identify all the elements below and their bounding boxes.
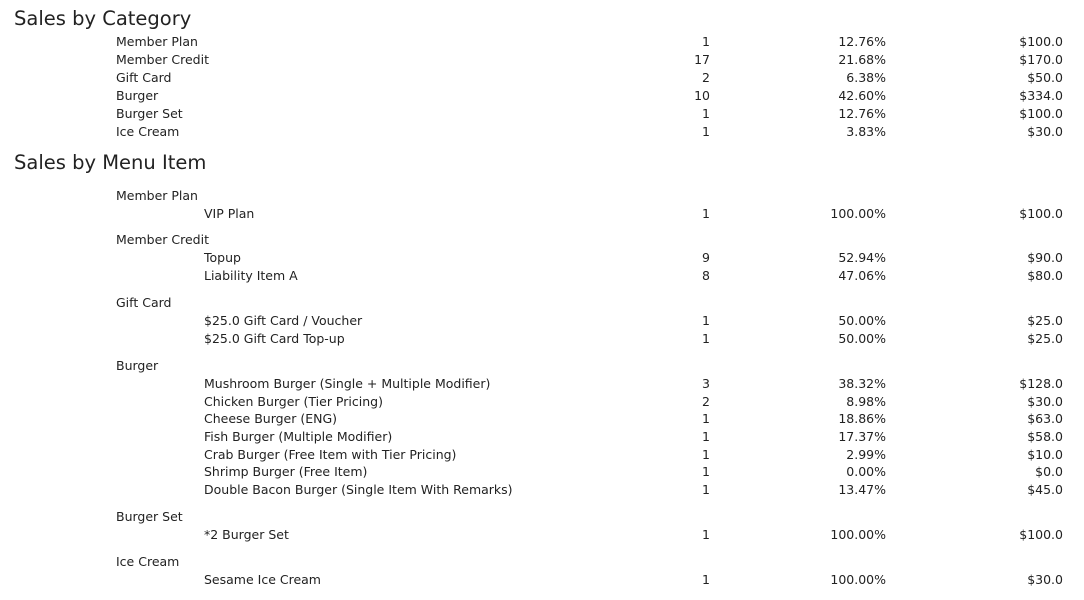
category-amount: $100.0: [1019, 34, 1063, 49]
menu-item-name: Mushroom Burger (Single + Multiple Modifier): [204, 376, 491, 391]
menu-group-name: Member Credit: [116, 232, 209, 247]
menu-item-name: Sesame Ice Cream: [204, 572, 321, 587]
category-pct: 12.76%: [838, 34, 886, 49]
category-amount: $170.0: [1019, 52, 1063, 67]
category-pct: 12.76%: [838, 106, 886, 121]
menu-item-amount: $0.0: [1035, 464, 1063, 479]
category-amount: $30.0: [1027, 124, 1063, 139]
menu-item-name: *2 Burger Set: [204, 527, 289, 542]
menu-item-qty: 1: [702, 447, 710, 462]
menu-group-header: [0, 294, 1084, 312]
menu-item-pct: 100.00%: [830, 206, 886, 221]
category-name: Burger Set: [116, 106, 183, 121]
category-pct: 42.60%: [838, 88, 886, 103]
category-row: [0, 123, 1084, 141]
menu-item-amount: $30.0: [1027, 394, 1063, 409]
menu-item-row: [0, 312, 1084, 330]
menu-group-header: [0, 231, 1084, 249]
menu-item-name: VIP Plan: [204, 206, 255, 221]
menu-item-qty: 1: [702, 313, 710, 328]
menu-item-name: Shrimp Burger (Free Item): [204, 464, 368, 479]
menu-item-row: [0, 428, 1084, 446]
menu-item-row: [0, 393, 1084, 411]
menu-item-amount: $100.0: [1019, 206, 1063, 221]
menu-item-qty: 1: [702, 411, 710, 426]
menu-item-amount: $45.0: [1027, 482, 1063, 497]
category-qty: 17: [694, 52, 710, 67]
menu-group-name: Member Plan: [116, 188, 198, 203]
menu-item-row: [0, 205, 1084, 223]
menu-group-header: [0, 187, 1084, 205]
menu-item-row: [0, 481, 1084, 499]
menu-item-pct: 100.00%: [830, 527, 886, 542]
menu-item-amount: $30.0: [1027, 572, 1063, 587]
menu-item-name: Crab Burger (Free Item with Tier Pricing): [204, 447, 457, 462]
category-row: [0, 69, 1084, 87]
sales-by-category-title: Sales by Category: [14, 7, 192, 30]
menu-item-name: Chicken Burger (Tier Pricing): [204, 394, 383, 409]
menu-item-pct: 47.06%: [838, 268, 886, 283]
category-row: [0, 105, 1084, 123]
menu-group-name: Ice Cream: [116, 554, 180, 569]
category-amount: $334.0: [1019, 88, 1063, 103]
menu-item-amount: $90.0: [1027, 250, 1063, 265]
menu-item-pct: 0.00%: [846, 464, 886, 479]
menu-item-row: [0, 410, 1084, 428]
menu-item-amount: $10.0: [1027, 447, 1063, 462]
category-name: Burger: [116, 88, 159, 103]
category-qty: 1: [702, 34, 710, 49]
menu-item-qty: 1: [702, 331, 710, 346]
menu-item-row: [0, 463, 1084, 481]
menu-item-qty: 1: [702, 527, 710, 542]
menu-item-row: [0, 267, 1084, 285]
menu-item-pct: 2.99%: [846, 447, 886, 462]
category-name: Ice Cream: [116, 124, 180, 139]
menu-item-qty: 2: [702, 394, 710, 409]
menu-group-header: [0, 357, 1084, 375]
category-qty: 1: [702, 124, 710, 139]
menu-item-amount: $25.0: [1027, 331, 1063, 346]
menu-item-amount: $80.0: [1027, 268, 1063, 283]
menu-group-header: [0, 553, 1084, 571]
menu-item-pct: 18.86%: [838, 411, 886, 426]
menu-item-row: [0, 571, 1084, 589]
category-name: Gift Card: [116, 70, 172, 85]
menu-item-qty: 1: [702, 464, 710, 479]
menu-item-amount: $58.0: [1027, 429, 1063, 444]
menu-item-pct: 52.94%: [838, 250, 886, 265]
menu-item-qty: 1: [702, 572, 710, 587]
menu-item-qty: 1: [702, 206, 710, 221]
category-pct: 3.83%: [846, 124, 886, 139]
menu-item-amount: $63.0: [1027, 411, 1063, 426]
menu-item-pct: 8.98%: [846, 394, 886, 409]
category-row: [0, 51, 1084, 69]
category-name: Member Credit: [116, 52, 209, 67]
menu-item-name: Cheese Burger (ENG): [204, 411, 338, 426]
menu-group-name: Burger: [116, 358, 159, 373]
menu-group-name: Gift Card: [116, 295, 172, 310]
menu-item-name: Topup: [204, 250, 241, 265]
menu-item-qty: 3: [702, 376, 710, 391]
menu-item-pct: 13.47%: [838, 482, 886, 497]
menu-group-header: [0, 508, 1084, 526]
menu-item-pct: 17.37%: [838, 429, 886, 444]
category-qty: 2: [702, 70, 710, 85]
menu-group-name: Burger Set: [116, 509, 183, 524]
menu-item-row: [0, 375, 1084, 393]
category-row: [0, 87, 1084, 105]
category-qty: 10: [694, 88, 710, 103]
category-qty: 1: [702, 106, 710, 121]
menu-item-row: [0, 526, 1084, 544]
menu-item-name: Fish Burger (Multiple Modifier): [204, 429, 393, 444]
menu-item-pct: 50.00%: [838, 331, 886, 346]
menu-item-row: [0, 330, 1084, 348]
category-amount: $50.0: [1027, 70, 1063, 85]
menu-item-amount: $128.0: [1019, 376, 1063, 391]
menu-item-amount: $25.0: [1027, 313, 1063, 328]
menu-item-qty: 1: [702, 429, 710, 444]
category-name: Member Plan: [116, 34, 198, 49]
category-pct: 6.38%: [846, 70, 886, 85]
menu-item-pct: 38.32%: [838, 376, 886, 391]
menu-item-name: $25.0 Gift Card Top-up: [204, 331, 345, 346]
menu-item-row: [0, 446, 1084, 464]
menu-item-row: [0, 249, 1084, 267]
menu-item-pct: 100.00%: [830, 572, 886, 587]
menu-item-qty: 9: [702, 250, 710, 265]
menu-item-qty: 8: [702, 268, 710, 283]
menu-item-pct: 50.00%: [838, 313, 886, 328]
menu-item-qty: 1: [702, 482, 710, 497]
menu-item-amount: $100.0: [1019, 527, 1063, 542]
category-amount: $100.0: [1019, 106, 1063, 121]
menu-item-name: $25.0 Gift Card / Voucher: [204, 313, 363, 328]
category-row: [0, 33, 1084, 51]
sales-by-menu-item-title: Sales by Menu Item: [14, 151, 207, 174]
menu-item-name: Double Bacon Burger (Single Item With Remarks): [204, 482, 513, 497]
menu-item-name: Liability Item A: [204, 268, 298, 283]
category-pct: 21.68%: [838, 52, 886, 67]
